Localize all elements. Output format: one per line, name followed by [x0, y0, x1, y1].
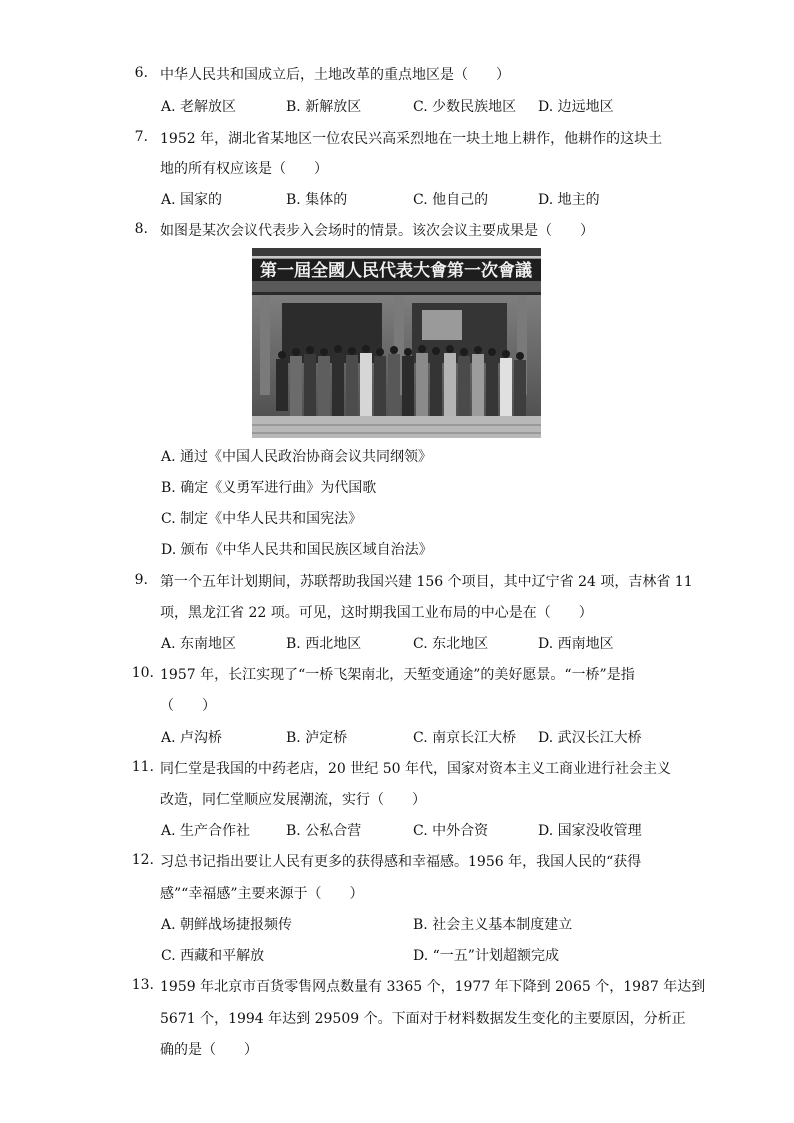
option-d: D. 西南地区	[538, 636, 614, 652]
option-d: D. 地主的	[538, 192, 600, 208]
question-text: 如图是某次会议代表步入会场时的情景。该次会议主要成果是（ ）	[160, 223, 594, 239]
option-b: B. 公私合营	[286, 823, 362, 839]
question-number: 6.	[134, 65, 148, 81]
question-text: 中华人民共和国成立后，土地改革的重点地区是（ ）	[160, 67, 510, 83]
question-text: 5671 个，1994 年达到 29509 个。下面对于材料数据发生变化的主要原因，分析正	[160, 1011, 686, 1027]
option-d: D. 武汉长江大桥	[538, 730, 642, 746]
option-c: C. 南京长江大桥	[413, 730, 517, 746]
option-a: A. 东南地区	[161, 636, 237, 652]
question-number: 12.	[131, 852, 154, 868]
congress-photo	[252, 248, 541, 438]
question-text: 确的是（ ）	[160, 1042, 258, 1058]
question-text: 感”“幸福感”主要来源于（ ）	[160, 886, 364, 902]
option-c: C. 中外合资	[413, 823, 489, 839]
option-b: B. 社会主义基本制度建立	[413, 917, 573, 933]
option-a: A. 通过《中国人民政治协商会议共同纲领》	[161, 449, 433, 465]
option-b: B. 西北地区	[286, 636, 362, 652]
question-number: 10.	[131, 665, 154, 681]
option-a: A. 老解放区	[161, 99, 237, 115]
question-text: 1959 年北京市百货零售网点数量有 3365 个，1977 年下降到 2065 个，1987 年达到	[160, 979, 706, 995]
option-c: C. 东北地区	[413, 636, 489, 652]
question-text: （ ）	[160, 698, 216, 714]
question-number: 13.	[131, 977, 154, 993]
question-text: 地的所有权应该是（ ）	[160, 161, 328, 177]
banner-text: 第一屆全國人民代表大會第一次會議	[260, 261, 532, 281]
question-text: 第一个五年计划期间，苏联帮助我国兴建 156 个项目，其中辽宁省 24 项，吉林省 11	[160, 574, 693, 590]
option-b: B. 泸定桥	[286, 730, 348, 746]
congress-photo-image	[252, 248, 541, 438]
option-c: C. 西藏和平解放	[161, 948, 265, 964]
question-number: 8.	[134, 221, 148, 237]
option-b: B. 集体的	[286, 192, 348, 208]
question-text: 改造，同仁堂顺应发展潮流，实行（ ）	[160, 792, 426, 808]
question-text: 项，黑龙江省 22 项。可见，这时期我国工业布局的中心是在（ ）	[160, 605, 593, 621]
question-text: 1952 年，湖北省某地区一位农民兴高采烈地在一块土地上耕作，他耕作的这块土	[160, 131, 663, 147]
option-a: A. 国家的	[161, 192, 223, 208]
option-a: A. 朝鲜战场捷报频传	[161, 917, 293, 933]
option-b: B. 新解放区	[286, 99, 362, 115]
option-a: A. 生产合作社	[161, 823, 251, 839]
option-d: D. 颁布《中华人民共和国民族区域自治法》	[161, 542, 433, 558]
option-c: C. 制定《中华人民共和国宪法》	[161, 511, 363, 527]
question-number: 11.	[131, 759, 154, 775]
question-text: 习总书记指出要让人民有更多的获得感和幸福感。1956 年，我国人民的“获得	[160, 854, 642, 870]
question-text: 同仁堂是我国的中药老店，20 世纪 50 年代，国家对资本主义工商业进行社会主义	[160, 761, 671, 777]
option-b: B. 确定《义勇军进行曲》为代国歌	[161, 480, 377, 496]
option-d: D. 边远地区	[538, 99, 614, 115]
question-text: 1957 年，长江实现了“一桥飞架南北，天堑变通途”的美好愿景。“一桥”是指	[160, 667, 635, 683]
question-number: 9.	[134, 572, 148, 588]
option-a: A. 卢沟桥	[161, 730, 223, 746]
question-number: 7.	[134, 129, 148, 145]
option-c: C. 少数民族地区	[413, 99, 517, 115]
option-d: D. 国家没收管理	[538, 823, 642, 839]
option-d: D. “一五”计划超额完成	[413, 948, 559, 964]
option-c: C. 他自己的	[413, 192, 489, 208]
